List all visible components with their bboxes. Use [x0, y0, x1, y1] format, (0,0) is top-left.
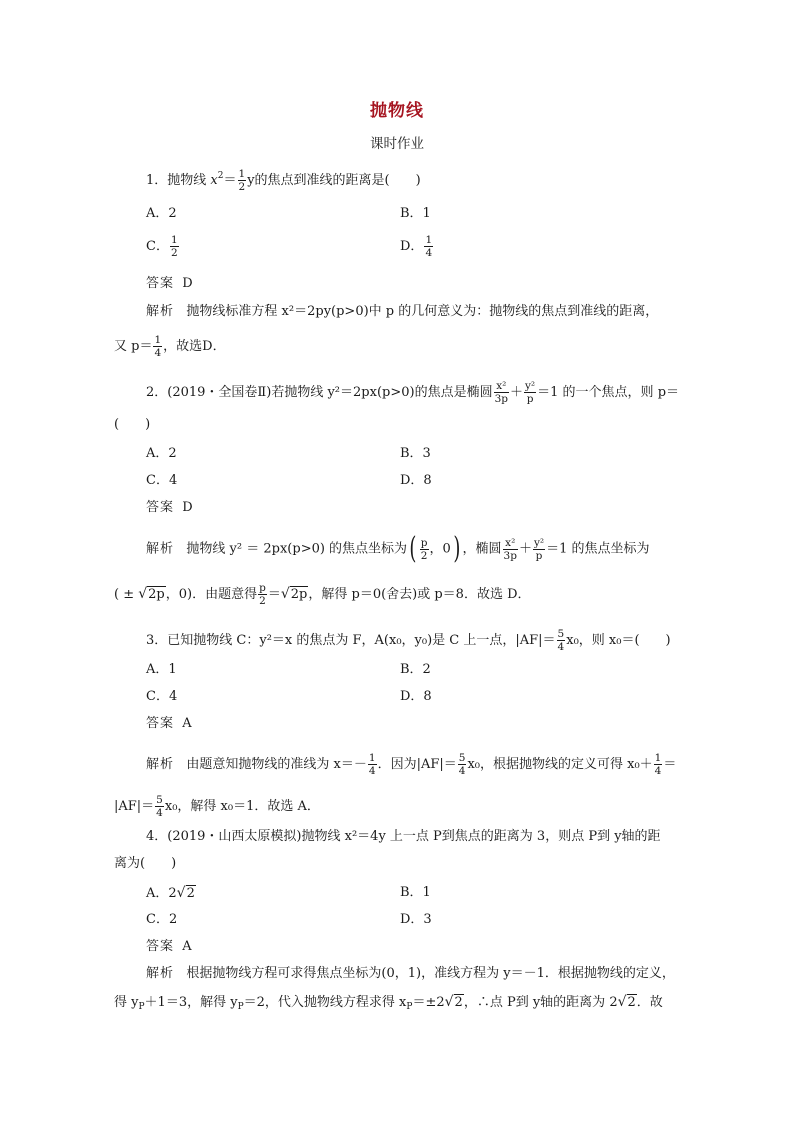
question-2-stem: 2．(2019・全国卷Ⅱ)若抛物线 y²＝2px(p>0)的焦点是椭圆 $\frac{\text{x²}}{3p}$ ＋ $\frac{\text{y²}}{p}$ ＝1 的一个焦点，则 p＝	[146, 380, 680, 405]
q1-option-b: B．1	[400, 206, 431, 221]
square-root: √2p	[138, 586, 165, 602]
q1-option-c: C． $\frac{1}{2}$	[146, 234, 178, 259]
q4-answer: 答案 A	[146, 939, 192, 954]
q3-answer: 答案 A	[146, 716, 192, 731]
question-4-stem: 4．(2019・山西太原模拟)抛物线 x²＝4y 上一点 P到焦点的距离为 3，则点 P到 y轴的距	[146, 829, 661, 844]
square-root: √2	[176, 885, 195, 901]
question-4-stem-line-2: 离为( )	[114, 856, 177, 871]
fraction: $\frac{1}{2}$	[170, 234, 178, 259]
q1-analysis-line-2: 又 p＝ $\frac{1}{4}$ ，故选D．	[114, 334, 226, 359]
fraction: $\frac{\text{y²}}{p}$	[525, 380, 536, 405]
page-title: 抛物线	[370, 101, 424, 121]
square-root: √2	[617, 994, 636, 1010]
q4-analysis-line-1: 解析 根据抛物线方程可求得焦点坐标为(0，1)，准线方程为 y＝－1．根据抛物线的定义，	[146, 966, 675, 981]
q1-option-d: D． $\frac{1}{4}$	[400, 234, 433, 259]
q3-analysis-line-2: |AF|＝ $\frac{5}{4}$ x₀，解得 x₀＝1．故选 A．	[114, 794, 320, 819]
q4-option-d: D．3	[400, 912, 432, 927]
fraction: $\frac{1}{2}$	[238, 168, 246, 193]
fraction: $\frac{5}{4}$	[458, 752, 466, 777]
q2-answer: 答案 D	[146, 500, 193, 515]
q1-analysis-line-1: 解析 抛物线标准方程 x²＝2py(p>0)中 p 的几何意义为：抛物线的焦点到准线的距离，	[146, 304, 659, 319]
q2-analysis-line-1: 解析 抛物线 y² ＝ 2px(p>0) 的焦点坐标为( $\frac{p}{2}$ ，0) ，椭圆 $\frac{\text{x²}}{3p}$ ＋ $\frac{\text{y²}}{p}$ ＝1 的焦点坐标为	[146, 531, 650, 566]
question-1-stem: 1．抛物线 $x^2=$ $\frac{1}{2}$ y的焦点到准线的距离是( )	[146, 168, 421, 193]
q3-option-c: C．4	[146, 689, 178, 704]
fraction: $\frac{\text{x²}}{3p}$	[494, 380, 508, 405]
q2-option-c: C．4	[146, 473, 178, 488]
fraction: $\frac{p}{2}$	[259, 582, 266, 607]
fraction: $\frac{1}{4}$	[368, 752, 376, 777]
q4-option-c: C．2	[146, 912, 178, 927]
square-root: √2p	[280, 586, 308, 602]
q2-analysis-line-2: ( ± √2p，0)．由题意得 $\frac{p}{2}$ ＝√2p，解得 p＝0(舍去)或 p＝8．故选 D．	[114, 582, 531, 607]
q1-option-a: A．2	[146, 206, 177, 221]
fraction: $\frac{1}{4}$	[154, 334, 162, 359]
q2-option-a: A．2	[146, 446, 177, 461]
q4-analysis-line-2: 得 $y_P+1=3$，解得 $y_P=2$，代入抛物线方程求得 $x_P=\pm 2√2$，∴点 P到 y轴的距离为 2√2．故	[114, 994, 663, 1012]
q3-option-d: D．8	[400, 689, 432, 704]
fraction: $\frac{1}{4}$	[425, 234, 433, 259]
fraction: $\frac{\text{y²}}{p}$	[533, 536, 545, 562]
q3-option-a: A．1	[146, 662, 177, 677]
fraction: $\frac{5}{4}$	[557, 628, 565, 653]
page-subtitle: 课时作业	[370, 136, 424, 152]
question-3-stem: 3．已知抛物线 C：y²＝x 的焦点为 F，A(x₀，y₀)是 C 上一点，|AF|＝ $\frac{5}{4}$ x₀，则 x₀＝( )	[146, 628, 671, 653]
square-root: √2	[444, 994, 463, 1010]
fraction: $\frac{1}{4}$	[654, 752, 662, 777]
q1-answer: 答案 D	[146, 276, 193, 291]
q3-option-b: B．2	[400, 662, 431, 677]
q4-option-a: A．2√2	[146, 885, 195, 901]
q2-option-b: B．3	[400, 446, 431, 461]
fraction: $\frac{\text{x²}}{3p}$	[503, 536, 517, 562]
fraction: $\frac{p}{2}$	[420, 536, 428, 562]
q2-option-d: D．8	[400, 473, 432, 488]
q4-option-b: B．1	[400, 885, 431, 900]
question-2-stem-line-2: ( )	[114, 417, 151, 432]
fraction: $\frac{5}{4}$	[156, 794, 163, 819]
q3-analysis-line-1: 解析 由题意知抛物线的准线为 x＝－ $\frac{1}{4}$ ．因为|AF|＝ $\frac{5}{4}$ x₀，根据抛物线的定义可得 x₀＋ $\frac{1}{4}$ ＝	[146, 752, 677, 777]
